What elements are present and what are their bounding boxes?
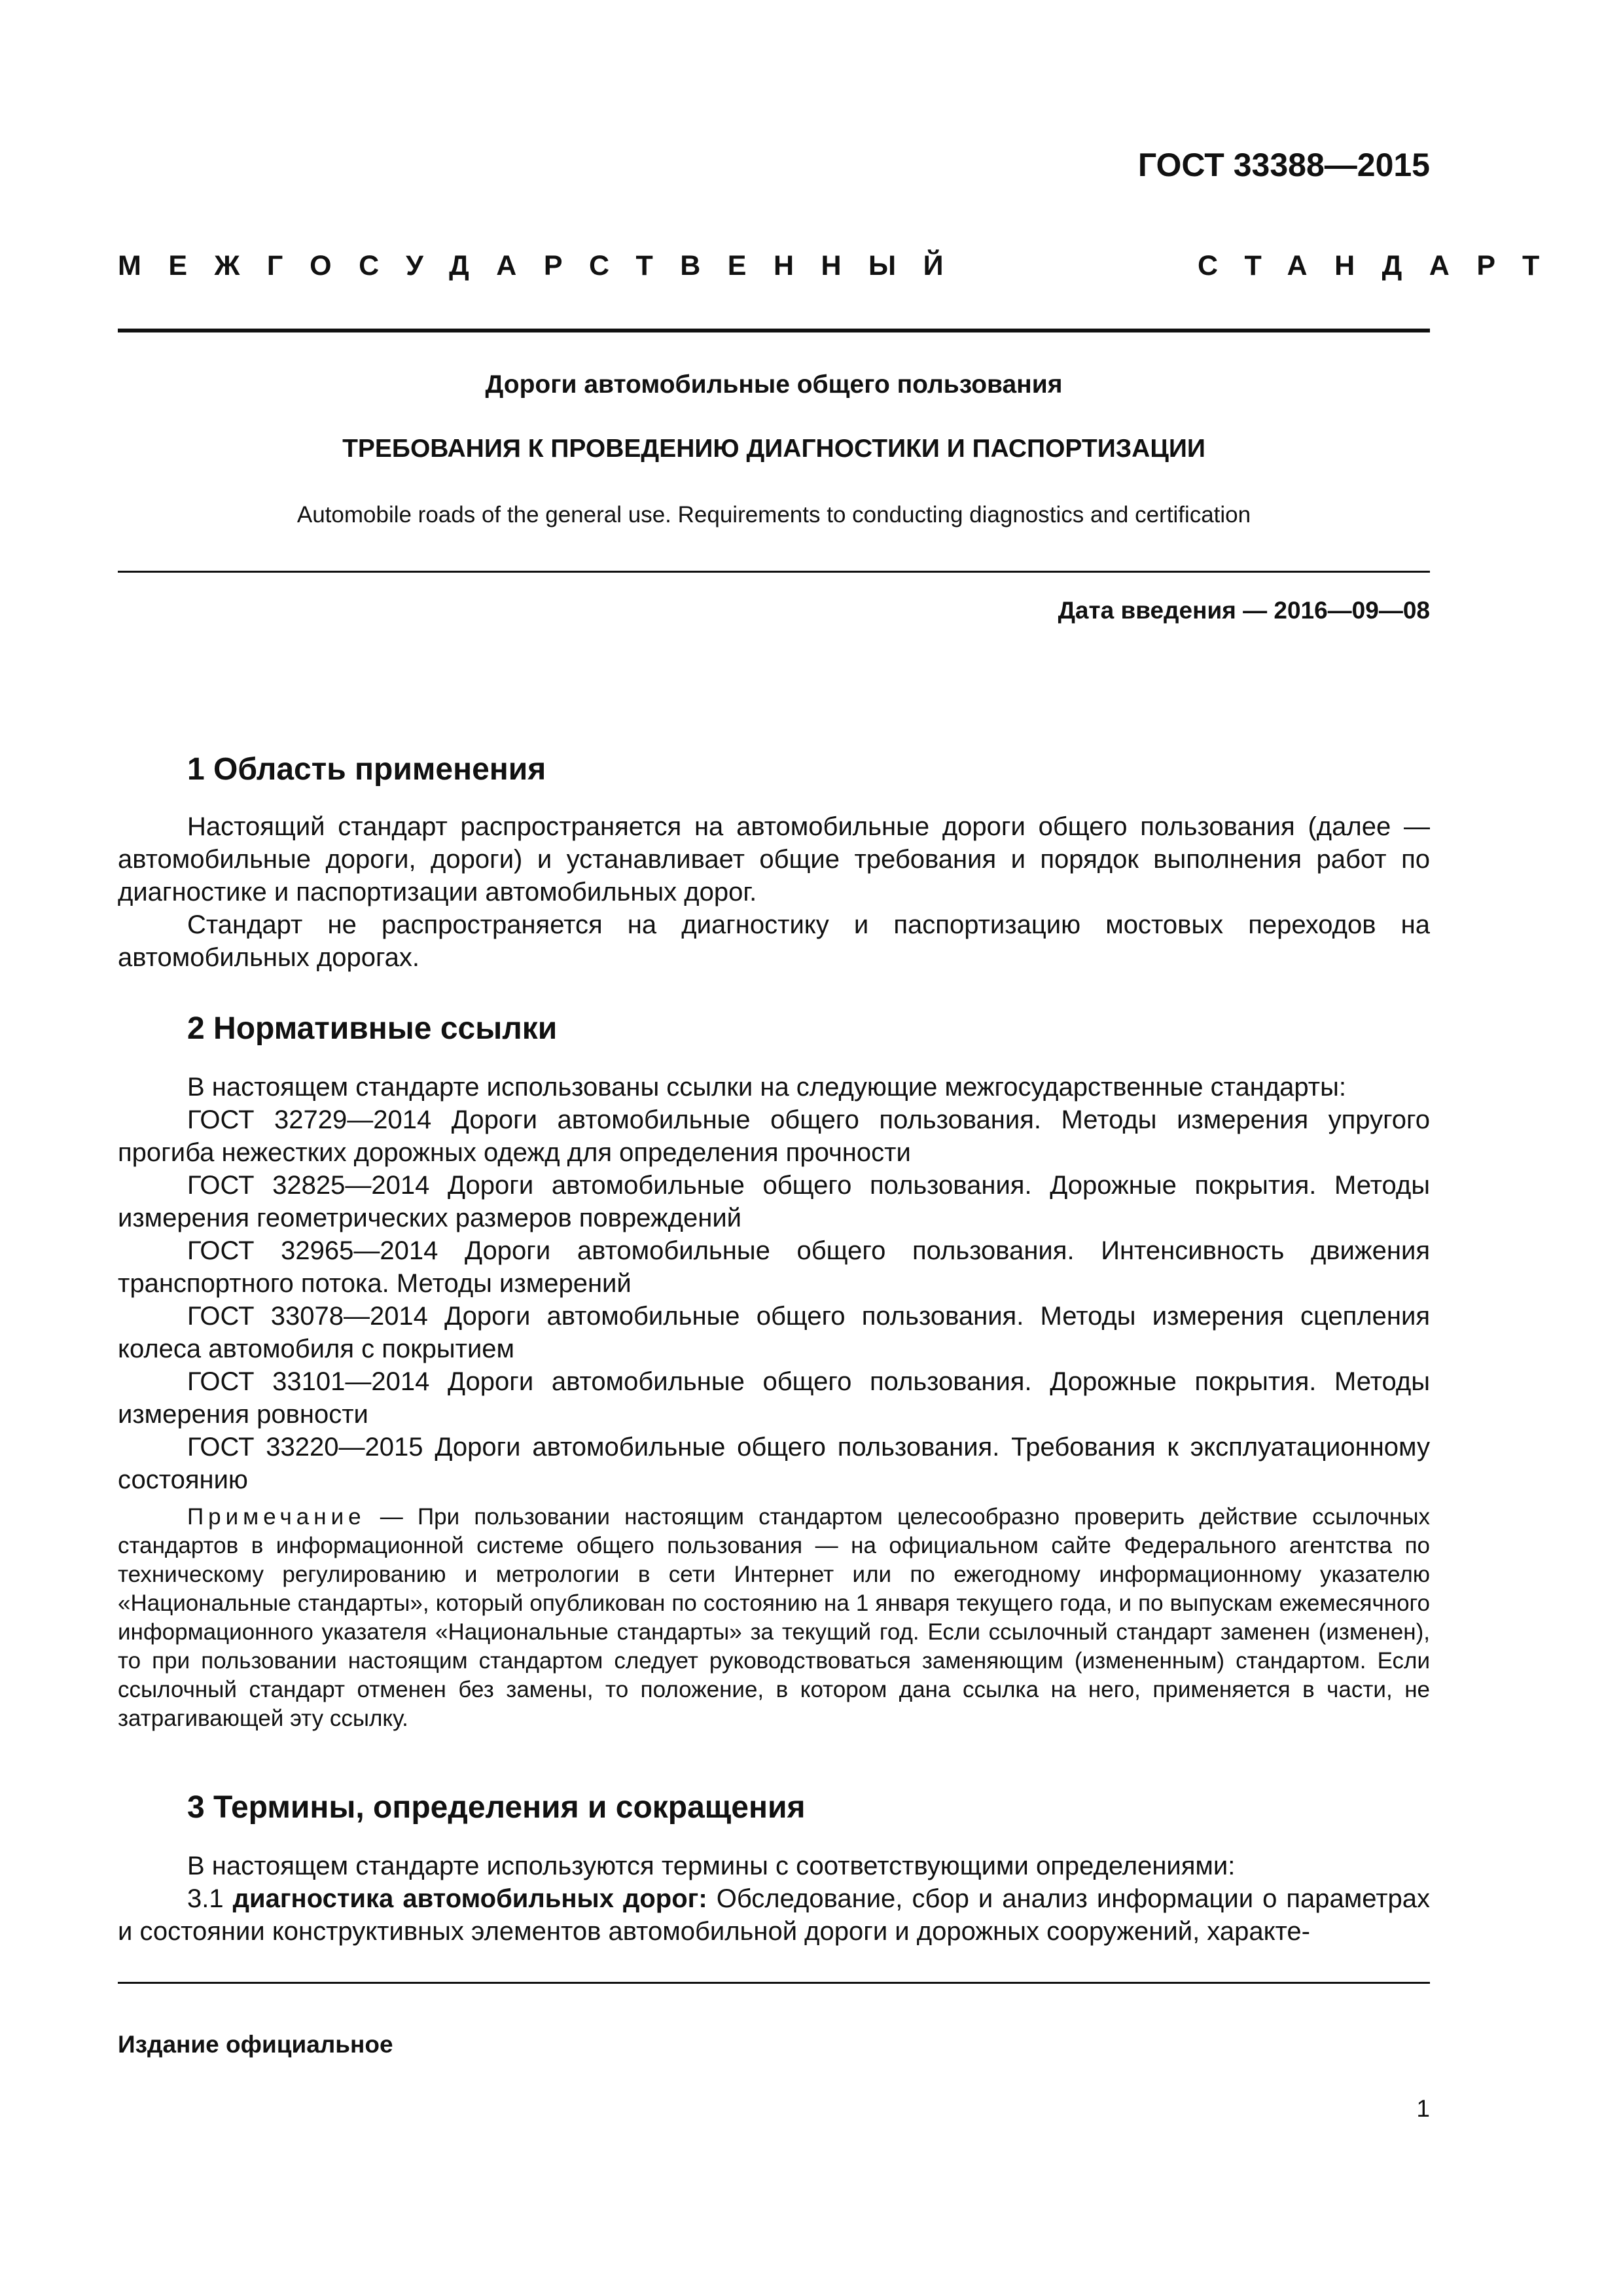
footer-divider (118, 1982, 1430, 1984)
reference-item: ГОСТ 33101—2014 Дороги автомобильные общего пользования. Дорожные покрытия. Методы измерения ровности (118, 1367, 1430, 1429)
english-title: Automobile roads of the general use. Requirements to conducting diagnostics and certification (296, 502, 1251, 528)
official-edition-label: Издание официальное (118, 2031, 393, 2058)
note-block (118, 1503, 1430, 1733)
reference-item: ГОСТ 32825—2014 Дороги автомобильные общего пользования. Дорожные покрытия. Методы измерения геометрических размеров повреждений (118, 1171, 1430, 1232)
paragraph: В настоящем стандарте используются термины с соответствующими определениями: (187, 1852, 1236, 1880)
note-label: Примечание (187, 1504, 366, 1530)
reference-item: ГОСТ 33220—2015 Дороги автомобильные общего пользования. Требования к эксплуатационному состоянию (118, 1433, 1430, 1494)
section-heading-terms: 3 Термины, определения и сокращения (187, 1790, 806, 1825)
paragraph: Настоящий стандарт распространяется на автомобильные дороги общего пользования (далее — автомобильные дороги, дороги) и устанавливает общие требования и порядок выполнения работ по диагностике и паспортизации автомобильных дорог. (118, 812, 1430, 906)
introduction-date: Дата введения — 2016—09—08 (1058, 597, 1430, 624)
document-title: Дороги автомобильные общего пользования (485, 370, 1063, 399)
banner-word-standard: СТАНДАРТ (1198, 250, 1567, 281)
reference-item: ГОСТ 33078—2014 Дороги автомобильные общего пользования. Методы измерения сцепления колеса автомобиля с покрытием (118, 1302, 1430, 1363)
banner-word-interstate: МЕЖГОСУДАРСТВЕННЫЙ (118, 250, 971, 281)
reference-item: ГОСТ 32729—2014 Дороги автомобильные общего пользования. Методы измерения упругого прогиба нежестких дорожных одежд для определения прочности (118, 1105, 1430, 1167)
note-text: — При пользовании настоящим стандартом целесообразно проверить действие ссылочных стандартов в информационной системе общего пользования — на официальном сайте Федерального агентства по техническому регулированию и метрологии в сети Интернет или по ежегодному информационному указателю «Национальные стандарты», который опубликован по состоянию на 1 января текущего года, и по выпускам ежемесячного информационного указателя «Национальные стандарты» за текущий год. Если ссылочный стандарт заменен (изменен), то при пользовании настоящим стандартом следует руководствоваться заменяющим (измененным) стандартом. Если ссылочный стандарт отменен без замены, то положение, в котором дана ссылка на него, применяется в части, не затрагивающей эту ссылку. (118, 1504, 1430, 1731)
section-heading-scope: 1 Область применения (187, 752, 546, 787)
term-definition-text: Обследование, сбор и анализ информации о параметрах и состоянии конструктивных элементов автомобильной дороги и дорожных сооружений, характе- (118, 1884, 1431, 1946)
page-number: 1 (1416, 2095, 1430, 2122)
paragraph: В настоящем стандарте использованы ссылки на следующие межгосударственные стандарты: (187, 1073, 1346, 1102)
title-divider (118, 571, 1430, 573)
term-definition (118, 1882, 1430, 1948)
document-subtitle: ТРЕБОВАНИЯ К ПРОВЕДЕНИЮ ДИАГНОСТИКИ И ПАСПОРТИЗАЦИИ (342, 435, 1205, 463)
document-number: ГОСТ 33388—2015 (1137, 147, 1430, 183)
paragraph: Стандарт не распространяется на диагностику и паспортизацию мостовых переходов на автомобильных дорогах. (118, 910, 1430, 972)
term-name: диагностика автомобильных дорог: (232, 1884, 707, 1913)
reference-item: ГОСТ 32965—2014 Дороги автомобильные общего пользования. Интенсивность движения транспортного потока. Методы измерений (118, 1236, 1430, 1298)
term-number: 3.1 (187, 1884, 233, 1913)
section-heading-references: 2 Нормативные ссылки (187, 1011, 558, 1046)
header-divider (118, 329, 1430, 332)
